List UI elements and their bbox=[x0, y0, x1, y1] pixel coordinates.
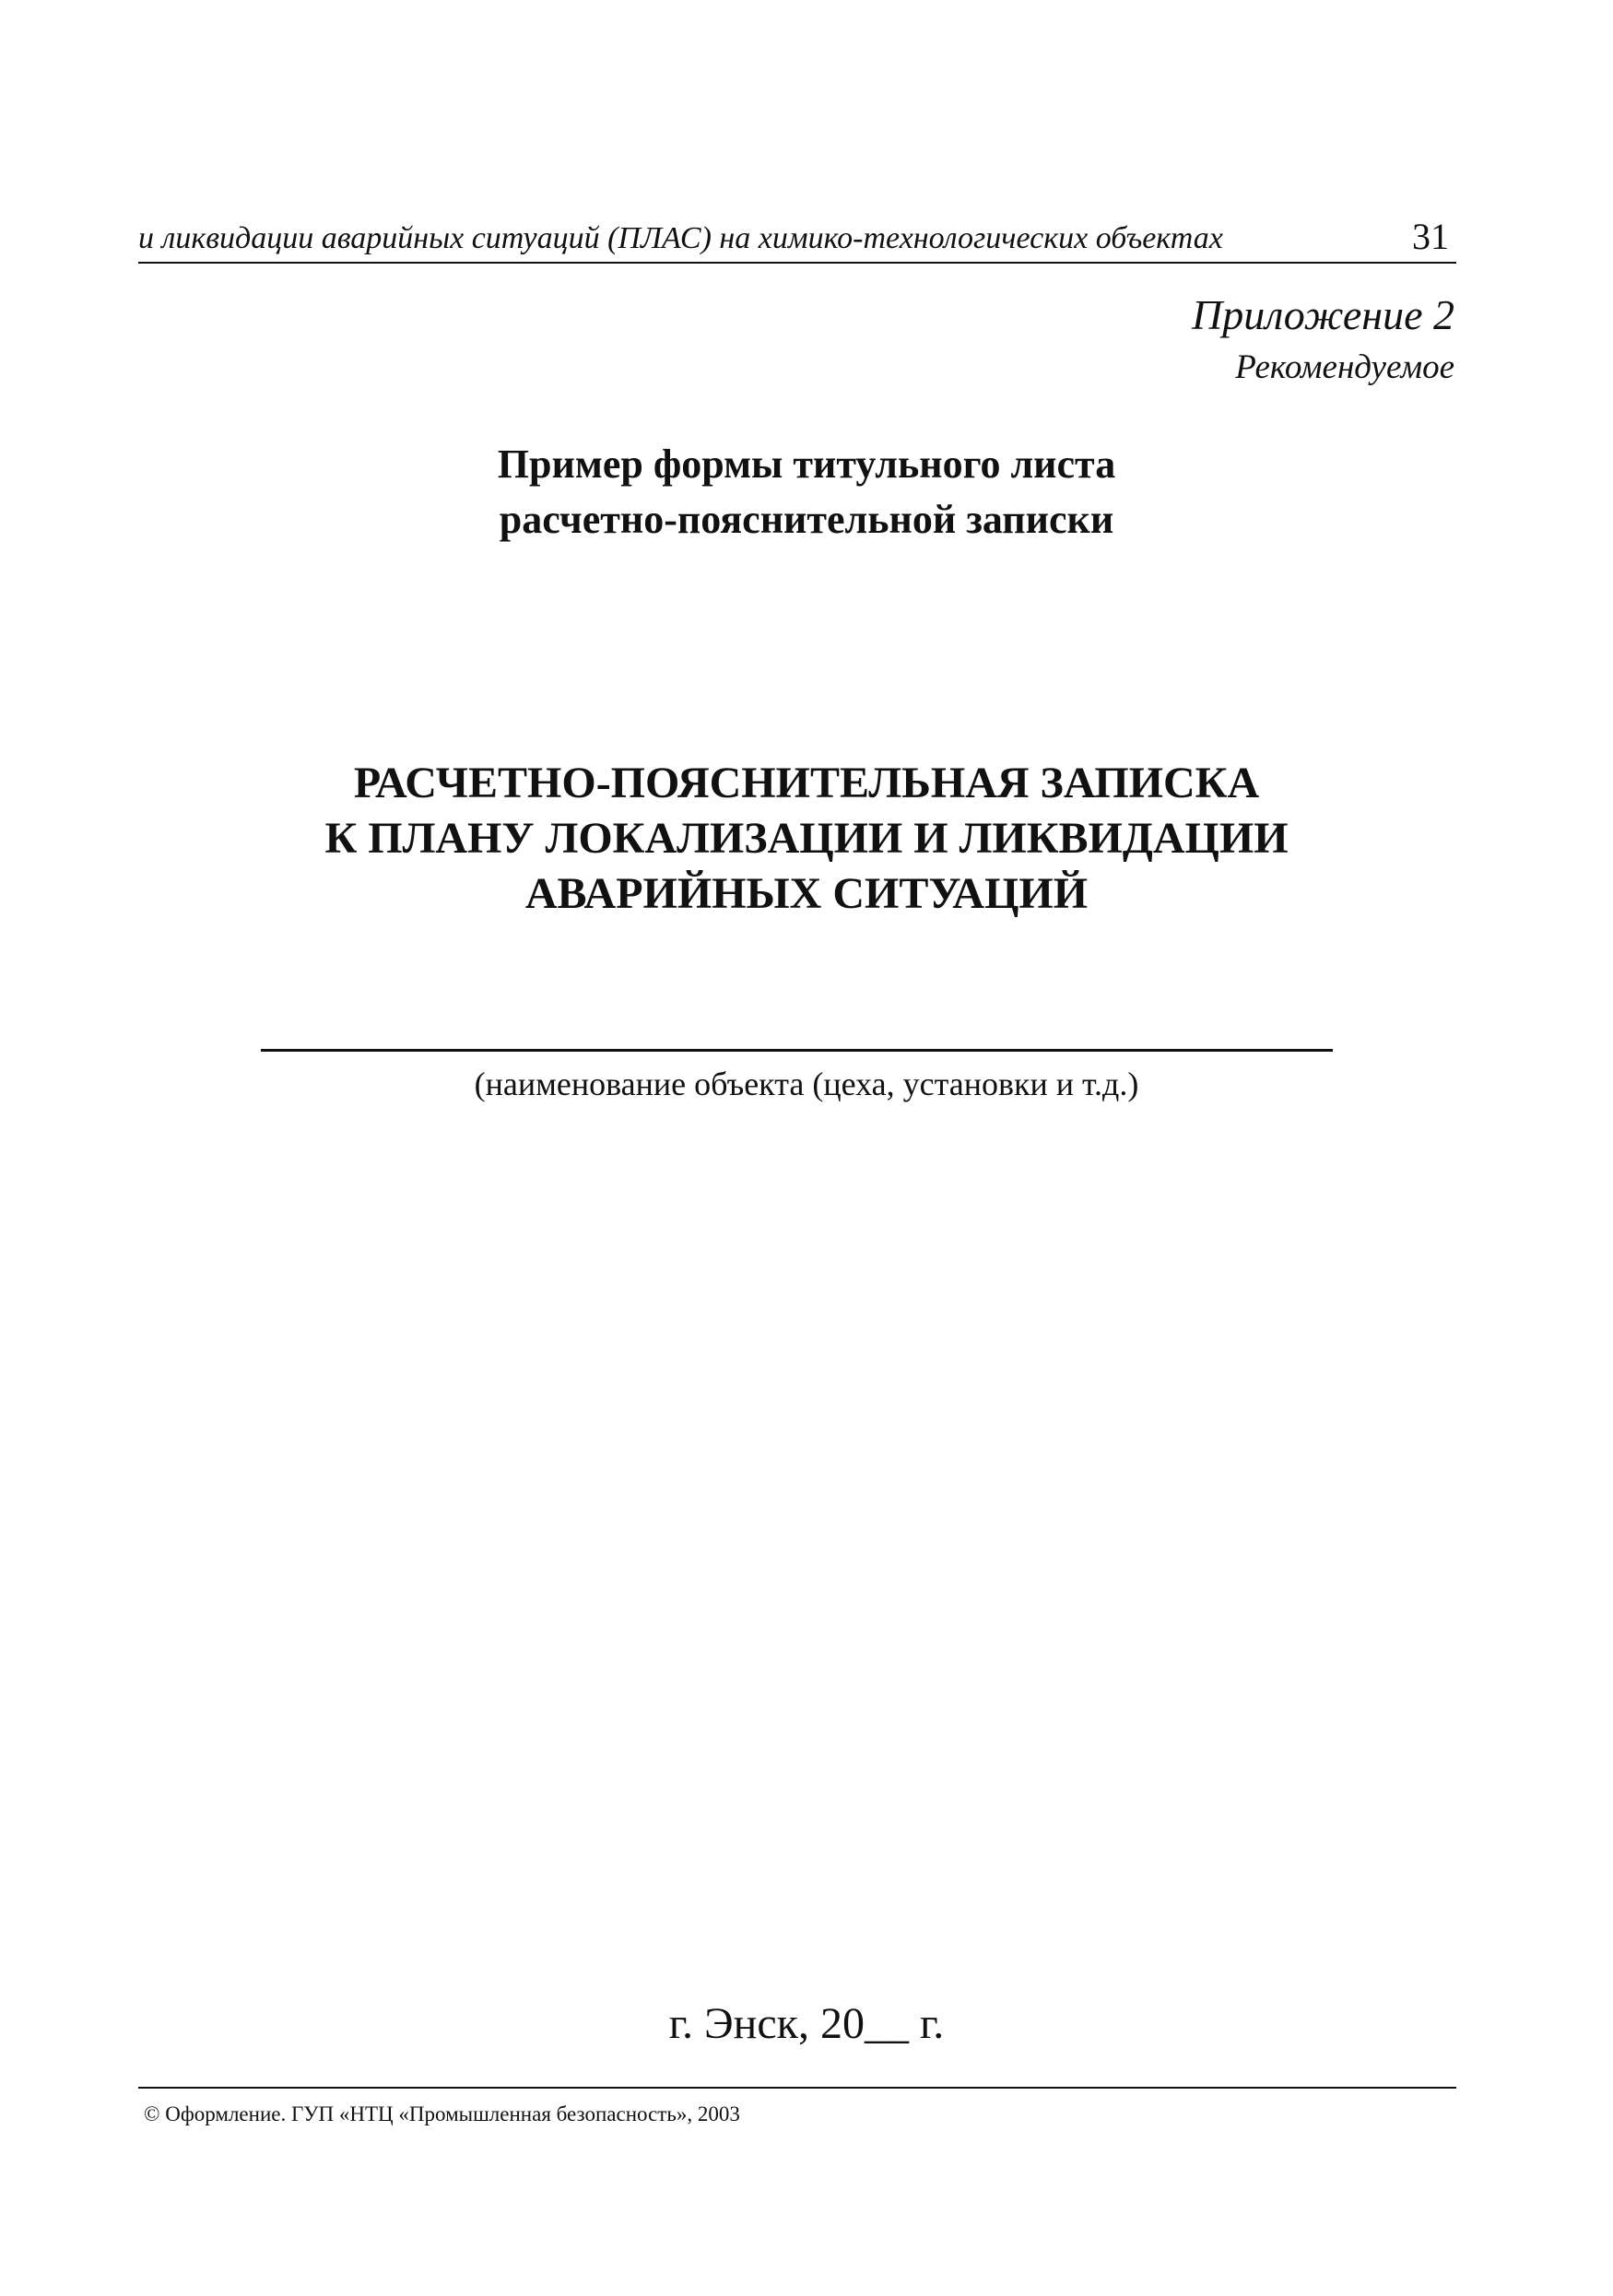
subheading-line: Пример формы титульного листа bbox=[497, 442, 1116, 487]
running-header bbox=[138, 210, 1456, 264]
page-number: 31 bbox=[1412, 216, 1449, 257]
footer-divider bbox=[138, 2087, 1456, 2089]
object-name-fill-line bbox=[261, 1049, 1333, 1052]
main-title-line: РАСЧЕТНО-ПОЯСНИТЕЛЬНАЯ ЗАПИСКА bbox=[353, 759, 1260, 807]
main-title-line: АВАРИЙНЫХ СИТУАЦИЙ bbox=[524, 869, 1089, 918]
running-header-title: и ликвидации аварийных ситуаций (ПЛАС) на химико-технологических объектах bbox=[138, 221, 1223, 255]
main-title-line: К ПЛАНУ ЛОКАЛИЗАЦИИ И ЛИКВИДАЦИИ bbox=[324, 814, 1289, 863]
city-year: г. Энск, 20__ г. bbox=[668, 1999, 945, 2048]
form-subheading bbox=[0, 437, 1613, 548]
object-name-caption: (наименование объекта (цеха, установки и т.д.) bbox=[474, 1066, 1139, 1102]
appendix-note: Рекомендуемое bbox=[1235, 348, 1454, 386]
subheading-line: расчетно-пояснительной записки bbox=[499, 497, 1114, 542]
document-main-title bbox=[0, 756, 1613, 922]
appendix-label bbox=[1192, 288, 1454, 393]
appendix-title: Приложение 2 bbox=[1191, 291, 1454, 338]
footer-copyright: © Оформление. ГУП «НТЦ «Промышленная безопасность», 2003 bbox=[144, 2102, 740, 2125]
